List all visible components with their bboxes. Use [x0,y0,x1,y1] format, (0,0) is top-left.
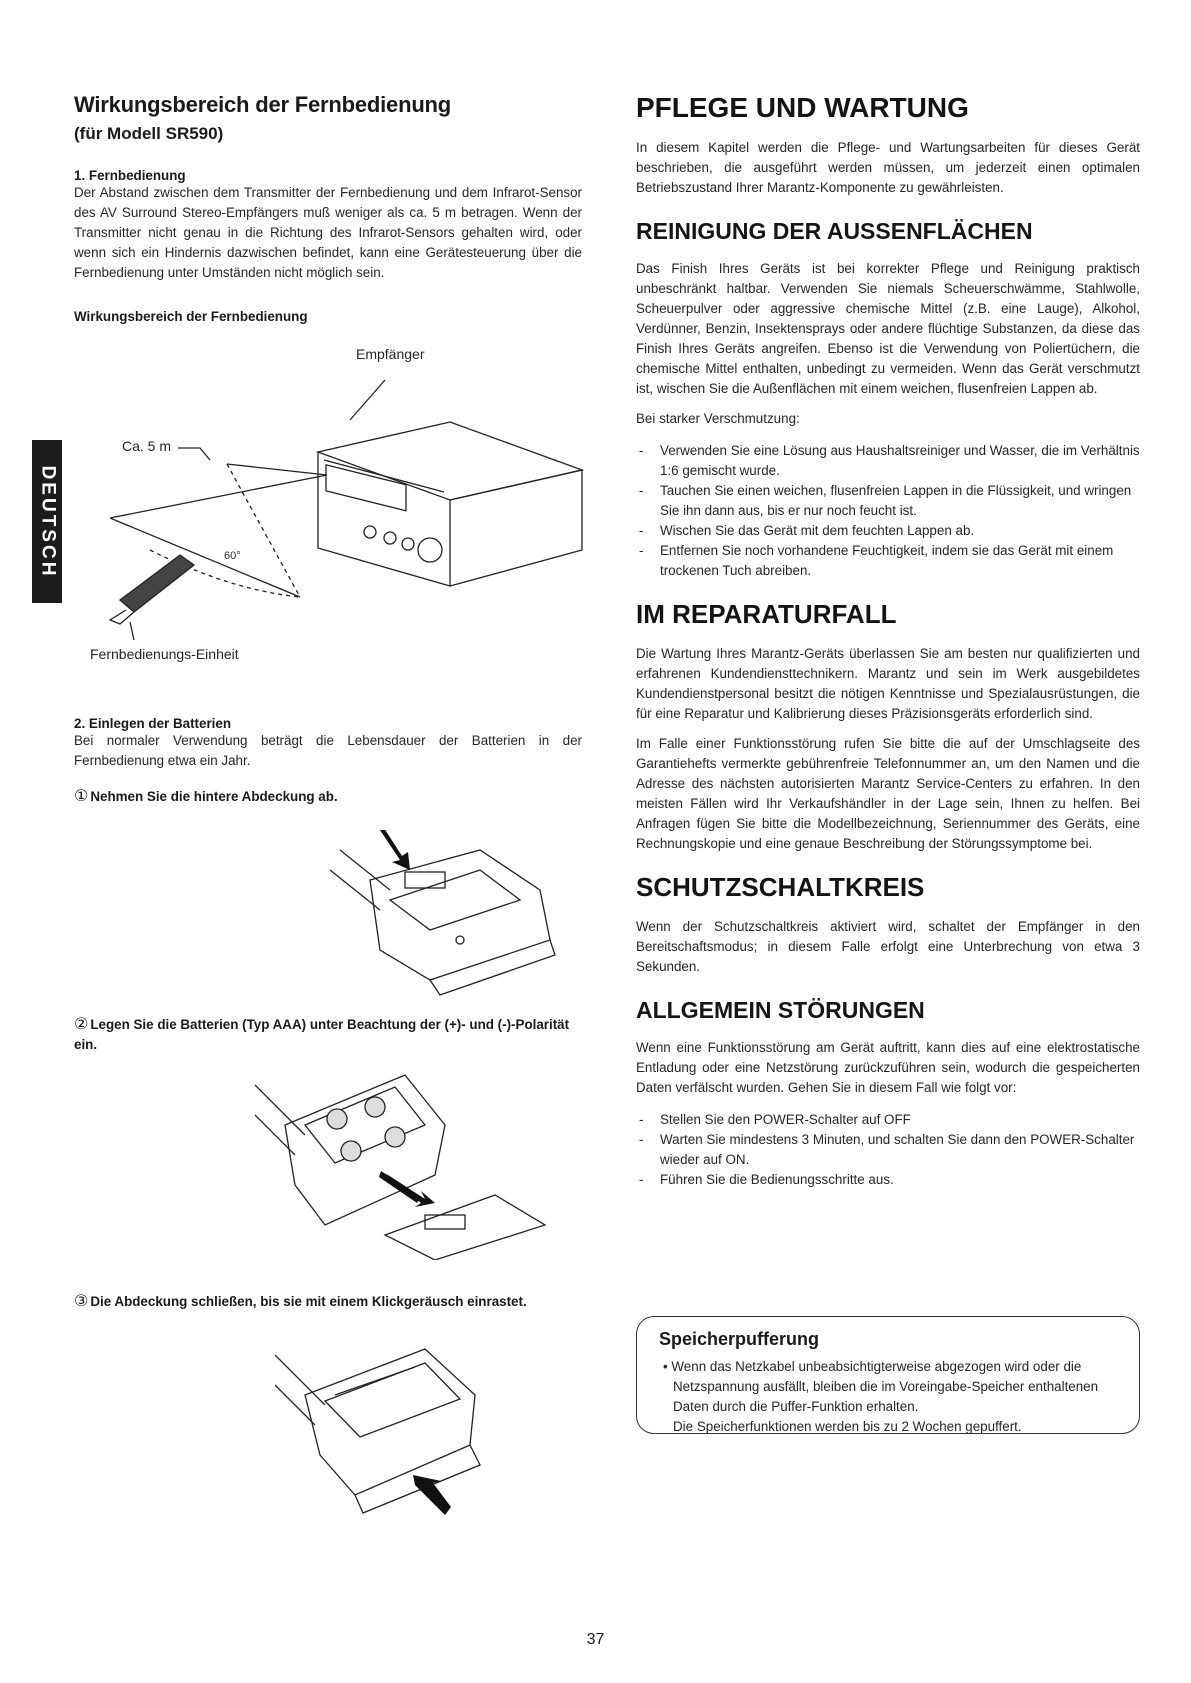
list-item: - Tauchen Sie einen weichen, flusenfreien Lappen in die Flüssigkeit, und wringen Sie ihn dann aus, bis er nur noch feucht ist. [636,481,1140,521]
heavy-dirt-label: Bei starker Verschmutzung: [636,411,800,426]
repair-heading: IM REPARATURFALL [636,599,897,629]
list-item: - Wischen Sie das Gerät mit dem feuchten Lappen ab. [636,521,1140,541]
repair-body-2: Im Falle einer Funktionsstörung rufen Sie bitte die auf der Umschlagseite des Garantiehefts vermerkte gebührenfreie Telefonnummer an, um den Namen und die Adresse des nächsten autorisierten Marantz Service-Centers zu erfahren. In den meisten Fällen wird Ihr Verkaufshändler in der Lage sein, Ihnen zu helfen. Bei Anfragen fügen Sie bitte die Modellbezeichnung, Seriennummer des Geräts, eine Rechnungskopie und eine genaue Beschreibung der Störungssymptome bei. [636,736,1140,851]
protection-body: Wenn der Schutzschaltkreis aktiviert wird, schaltet der Empfänger in den Bereitschaftsmodus; in diesem Falle erfolgt eine Unterbrechung von etwa 3 Sekunden. [636,919,1140,974]
language-tab-label: DEUTSCH [37,465,58,578]
left-column [74,92,582,324]
cleaning-heading: REINIGUNG DER AUSSENFLÄCHEN [636,218,1033,244]
cleaning-steps-list [636,441,1140,581]
list-item: - Stellen Sie den POWER-Schalter auf OFF [636,1110,1140,1130]
distance-label: Ca. 5 m [122,438,172,454]
general-faults-body: Wenn eine Funktionsstörung am Gerät auftritt, kann dies auf eine elektrostatische Entladung oder eine Netzstörung zurückzuführen sein, wodurch die gespeicherten Daten verfälscht wurden. Gehen Sie in diesem Fall wie folgt vor: [636,1040,1140,1095]
general-faults-heading: ALLGEMEIN STÖRUNGEN [636,997,925,1023]
step-3-illustration [275,1335,525,1520]
angle-label: 60° [224,550,241,562]
figure-caption: Wirkungsbereich der Fernbedienung [74,309,308,324]
battery-section [74,716,582,807]
range-diagram [90,360,590,660]
list-item: - Führen Sie die Bedienungsschritte aus. [636,1170,1140,1190]
step-3-text: Die Abdeckung schließen, bis sie mit einem Klickgeräusch einrastet. [90,1294,527,1309]
remote-unit-label: Fernbedienungs-Einheit [90,646,239,662]
section-2-heading: 2. Einlegen der Batterien [74,716,232,731]
list-item: - Verwenden Sie eine Lösung aus Haushaltsreiniger und Wasser, die im Verhältnis 1:6 gemischt wurde. [636,441,1140,481]
step-3-block [74,1292,582,1312]
step-2-text: Legen Sie die Batterien (Typ AAA) unter Beachtung der (+)- und (-)-Polarität ein. [74,1017,570,1052]
remote-range-subtitle: (für Modell SR590) [74,124,224,143]
step-1-number: ① [74,788,89,805]
step-2-block [74,1015,582,1055]
cleaning-body: Das Finish Ihres Geräts ist bei korrekter Pflege und Reinigung praktisch unbeschränkt haltbar. Verwenden Sie niemals Scheuerschwämme, Stahlwolle, Scheuerpulver oder aggressive chemische Mittel (z.B. eine Lauge), Alkohol, Verdünner, Benzin, Insektensprays oder andere flüchtige Substanzen, da diese das Finish Ihres Geräts angreifen. Ebenso ist die Verwendung von Poliertüchern, die chemische Mittel enthalten, unbedingt zu vermeiden. Wenn das Gerät verschmutzt ist, wischen Sie die Außenflächen mit einem weichen, flusenfreien Lappen ab. [636,261,1140,396]
step-2 [74,1015,582,1055]
memory-backup-title: Speicherpufferung [659,1329,820,1349]
step-1 [74,787,582,807]
protection-heading: SCHUTZSCHALTKREIS [636,872,925,902]
step-1-illustration [330,830,560,1000]
step-3-number: ③ [74,1293,89,1310]
list-item: - Warten Sie mindestens 3 Minuten, und schalten Sie dann den POWER-Schalter wieder auf ON. [636,1130,1140,1170]
general-faults-list [636,1110,1140,1190]
remote-range-title: Wirkungsbereich der Fernbedienung [74,92,452,117]
care-heading: PFLEGE UND WARTUNG [636,92,969,123]
page-number: 37 [586,1631,605,1648]
right-column [636,92,1140,1190]
language-side-tab [32,440,62,603]
section-1-heading: 1. Fernbedienung [74,168,186,183]
repair-body-1: Die Wartung Ihres Marantz-Geräts überlassen Sie am besten nur qualifizierten und erfahrenen Kundendiensttechnikern. Marantz und sein im Werk ausgebildetes Kundendienstpersonal besitzt die nötigen Kenntnisse und Spezialausrüstungen, die für eine Reparatur und Kalibrierung dieses Präzisionsgeräts erforderlich sind. [636,646,1140,721]
memory-backup-text [659,1357,1119,1437]
step-2-illustration [255,1055,555,1260]
step-3 [74,1292,582,1312]
remote-range-figure [90,346,590,662]
section-2-body: Bei normaler Verwendung beträgt die Lebensdauer der Batterien in der Fernbedienung etwa ein Jahr. [74,733,582,768]
step-2-number: ② [74,1016,89,1033]
receiver-label: Empfänger [356,346,425,362]
care-intro: In diesem Kapitel werden die Pflege- und Wartungsarbeiten für dieses Gerät beschrieben, die ausgeführt werden müssen, um jederzeit einen optimalen Betriebszustand Ihrer Marantz-Komponente zu gewährleisten. [636,140,1140,195]
step-1-text: Nehmen Sie die hintere Abdeckung ab. [90,789,338,804]
memory-backup-line-1: • Wenn das Netzkabel unbeabsichtigterweise abgezogen wird oder die Netzspannung ausfällt, bleiben die im Voreingabe-Speicher enthaltenen Daten durch die Puffer-Funktion erhalten. [663,1359,1099,1414]
memory-backup-box [636,1316,1140,1434]
list-item: - Entfernen Sie noch vorhandene Feuchtigkeit, indem sie das Gerät mit einem trockenen Tuch abreiben. [636,541,1140,581]
memory-backup-line-2: Die Speicherfunktionen werden bis zu 2 Wochen gepuffert. [673,1419,1022,1434]
section-1-body: Der Abstand zwischen dem Transmitter der Fernbedienung und dem Infrarot-Sensor des AV Surround Stereo-Empfängers muß weniger als ca. 5 m betragen. Wenn der Transmitter nicht genau in die Richtung des Infrarot-Sensors gehalten wird, oder wenn sich ein Hindernis dazwischen befindet, kann eine Gerätesteuerung über die Fernbedienung unter Umständen nicht möglich sein. [74,185,582,280]
